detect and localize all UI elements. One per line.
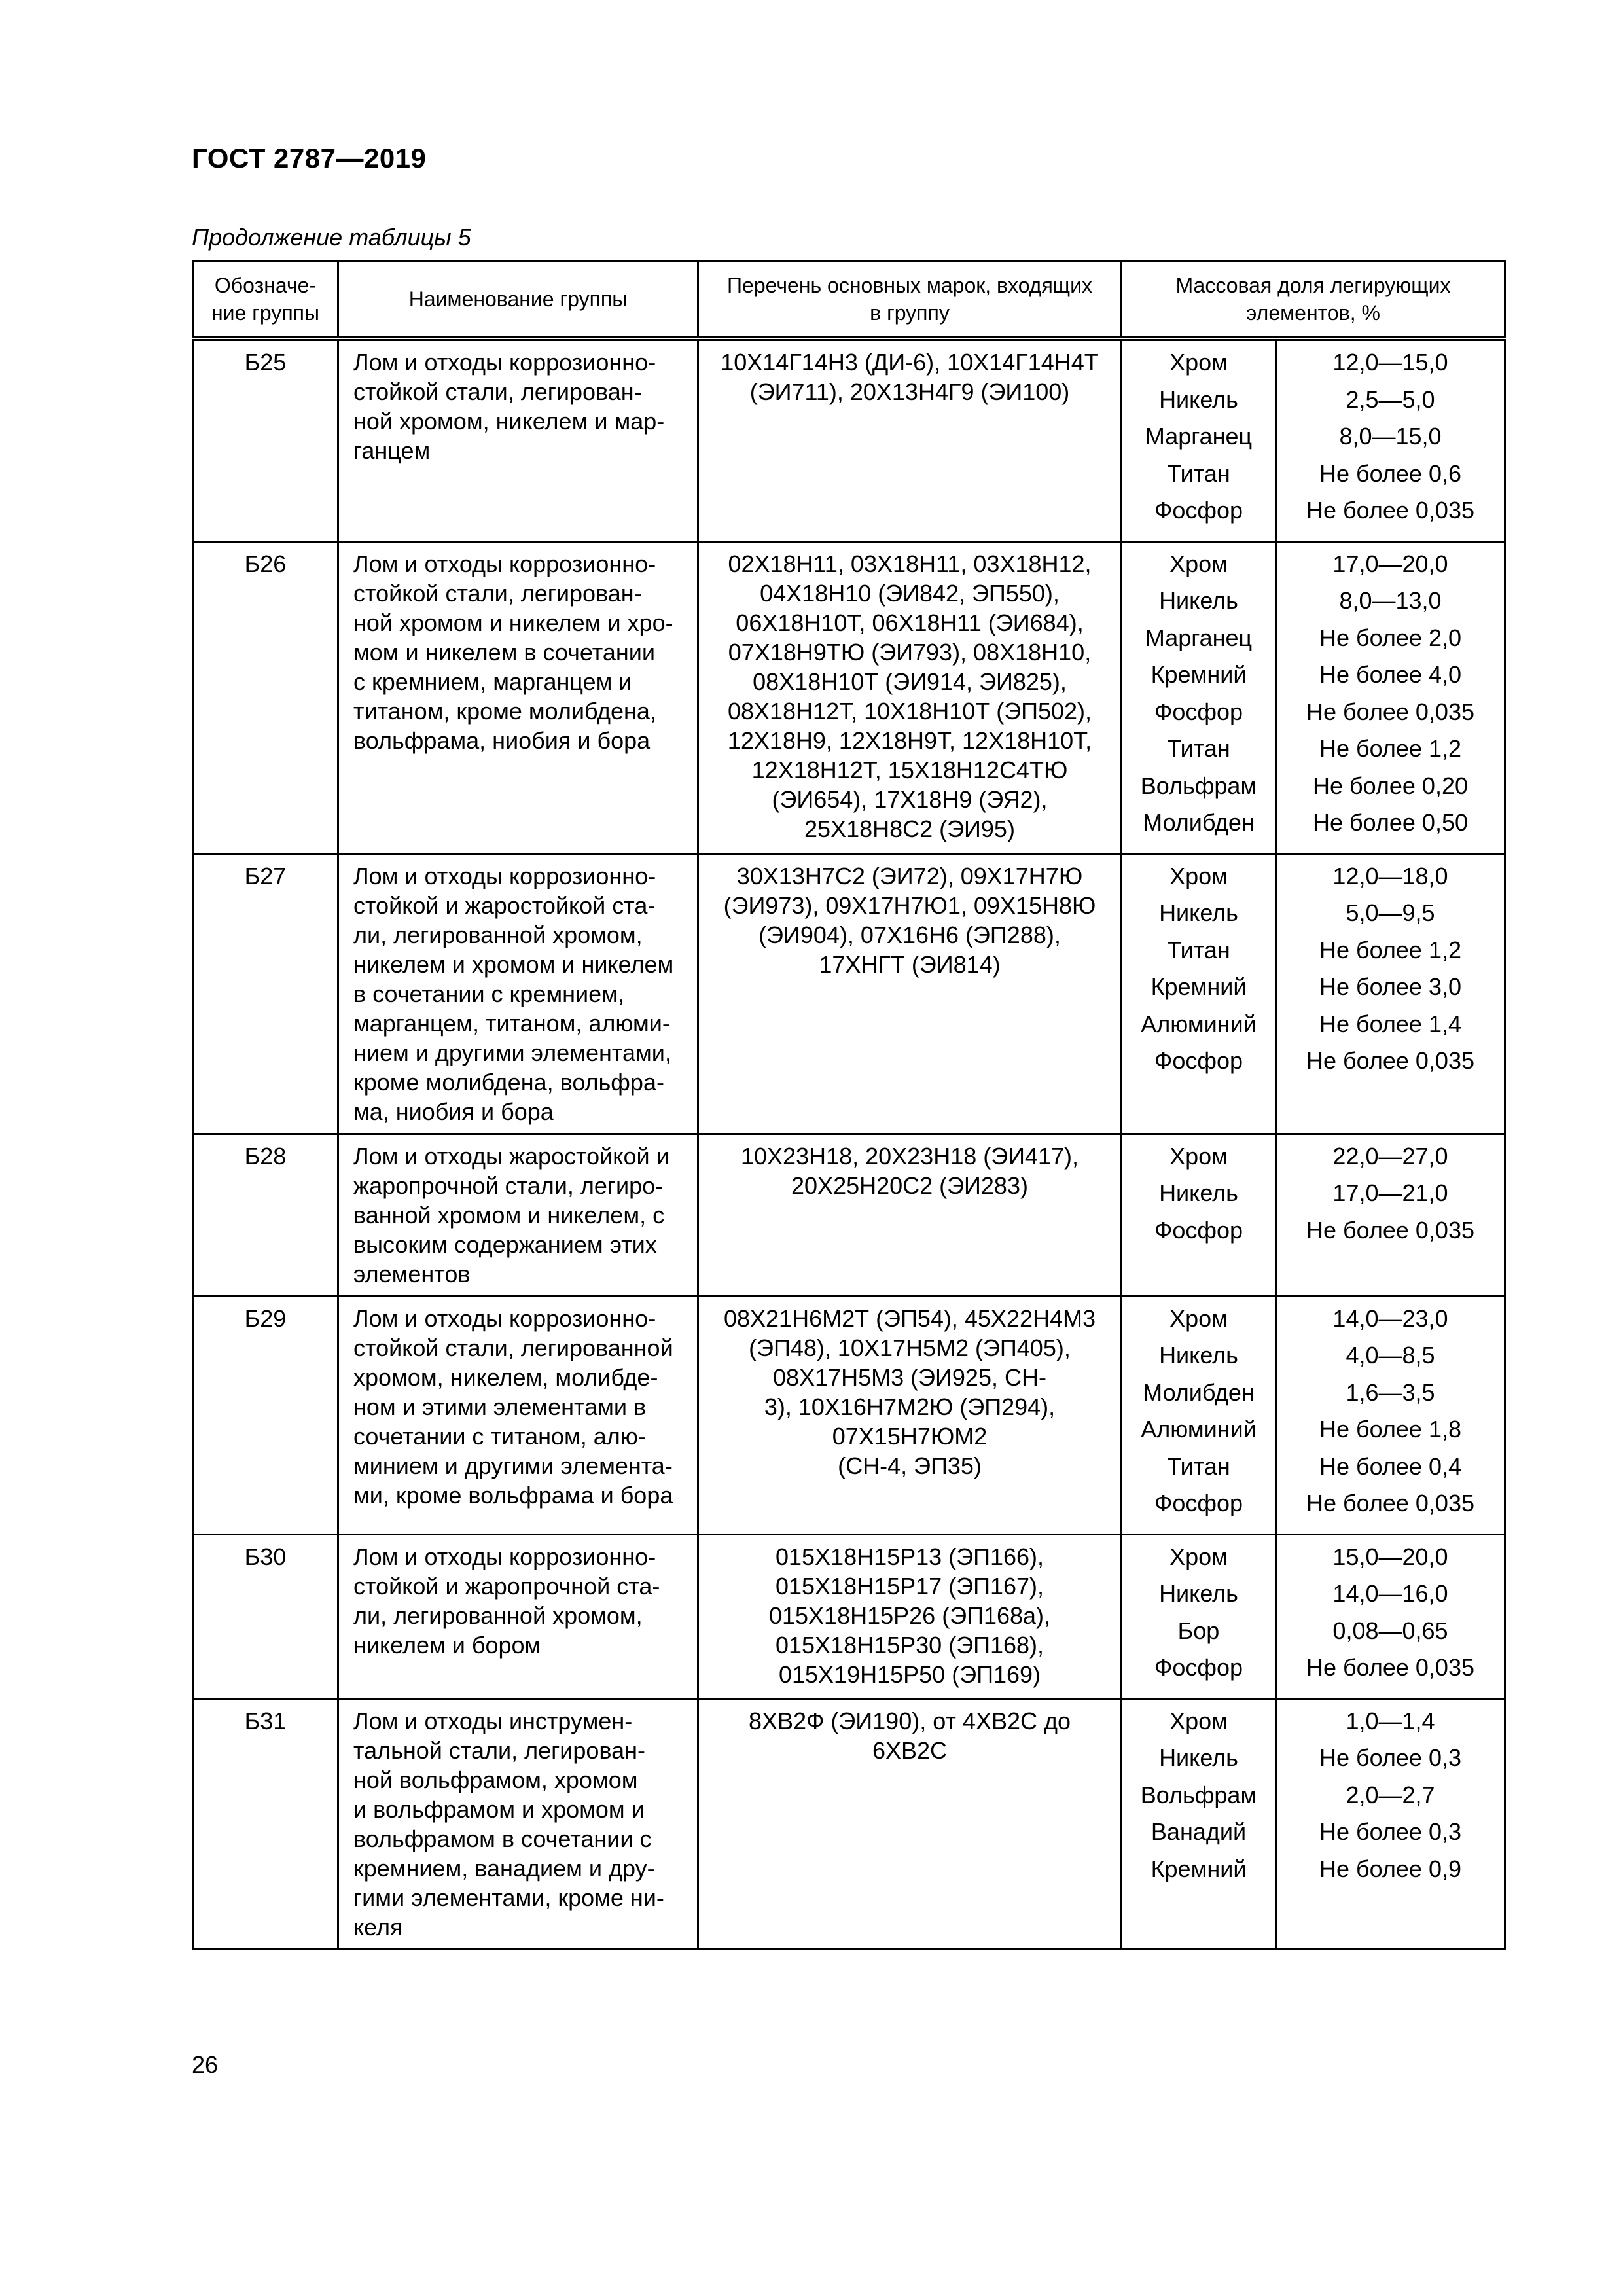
element-names-cell <box>1122 1296 1276 1534</box>
element-name: Никель <box>1159 587 1238 614</box>
group-name-line: тальной стали, легирован- <box>353 1736 646 1764</box>
element-name: Титан <box>1167 459 1230 487</box>
group-name-line: ванной хромом и никелем, с <box>353 1201 665 1229</box>
group-name-line: стойкой стали, легированной <box>353 1334 673 1361</box>
element-values-cell <box>1276 1134 1505 1296</box>
element-name: Никель <box>1159 1342 1238 1369</box>
header-group-code <box>193 262 338 339</box>
element-name: Фосфор <box>1154 1216 1243 1244</box>
group-name-line: мом и никелем в сочетании <box>353 638 655 666</box>
group-name-line: ганцем <box>353 437 431 464</box>
element-value: 1,6—3,5 <box>1346 1378 1435 1406</box>
group-name-cell <box>338 1296 698 1534</box>
group-name-line: Лом и отходы коррозионно- <box>353 1543 656 1570</box>
group-name-line: стойкой и жаростойкой ста- <box>353 891 656 919</box>
element-value: 17,0—21,0 <box>1332 1179 1448 1206</box>
element-name: Никель <box>1159 899 1238 926</box>
table-row <box>193 853 1505 1134</box>
element-names-cell <box>1122 541 1276 853</box>
element-value: Не более 2,0 <box>1319 624 1461 651</box>
alloy-groups-table <box>192 260 1506 1950</box>
header-group-name <box>338 262 698 339</box>
group-name-line: высоким содержанием этих <box>353 1230 657 1258</box>
group-name-line: Лом и отходы жаростойкой и <box>353 1142 669 1170</box>
element-names-cell <box>1122 1698 1276 1949</box>
element-value: Не более 0,9 <box>1319 1855 1461 1882</box>
grades-cell <box>698 1134 1122 1296</box>
element-name: Никель <box>1159 386 1238 413</box>
header-mass-fraction <box>1122 262 1505 339</box>
element-name: Титан <box>1167 735 1230 762</box>
element-value: 2,5—5,0 <box>1346 386 1435 413</box>
grades-cell <box>698 338 1122 541</box>
element-name: Хром <box>1169 550 1228 577</box>
group-code-cell <box>193 338 338 541</box>
element-names-cell <box>1122 1534 1276 1698</box>
page-number: 26 <box>192 2051 219 2078</box>
group-name-line: вольфрамом в сочетании с <box>353 1825 652 1852</box>
element-name: Хром <box>1169 1304 1228 1332</box>
table-row <box>193 1698 1505 1949</box>
element-name: Фосфор <box>1154 1654 1243 1681</box>
group-name-cell <box>338 338 698 541</box>
grades-cell <box>698 853 1122 1134</box>
element-values-cell <box>1276 541 1505 853</box>
element-value: Не более 1,8 <box>1319 1416 1461 1443</box>
group-code: Б25 <box>244 349 287 376</box>
group-name-cell <box>338 853 698 1134</box>
grade-list-line: 08Х21Н6М2Т (ЭП54), 45Х22Н4М3 <box>723 1304 1096 1332</box>
group-name-line: жаропрочной стали, легиро- <box>353 1172 664 1199</box>
grade-list-line: 08Х18Н12Т, 10Х18Н10Т (ЭП502), <box>727 697 1092 725</box>
element-values-cell <box>1276 1296 1505 1534</box>
group-name-line: элементов <box>353 1260 471 1287</box>
group-name-line: никелем и хромом и никелем <box>353 950 674 978</box>
grade-list-line: 015Х18Н15Р13 (ЭП166), <box>775 1543 1044 1570</box>
element-value: 14,0—23,0 <box>1332 1304 1448 1332</box>
grade-list-line: 06Х18Н10Т, 06Х18Н11 (ЭИ684), <box>736 609 1084 636</box>
group-code-cell <box>193 1134 338 1296</box>
element-value: Не более 0,50 <box>1313 809 1468 836</box>
group-name-line: ли, легированной хромом, <box>353 1602 643 1629</box>
element-name: Титан <box>1167 936 1230 963</box>
grade-list-line: 015Х18Н15Р17 (ЭП167), <box>775 1572 1044 1600</box>
element-value: Не более 0,035 <box>1306 1047 1474 1074</box>
group-name-line: Лом и отходы коррозионно- <box>353 862 656 889</box>
group-name-line: стойкой стали, легирован- <box>353 579 642 607</box>
grade-list-line: 08Х18Н10Т (ЭИ914, ЭИ825), <box>753 668 1067 695</box>
group-code: Б29 <box>244 1304 287 1332</box>
group-name-line: марганцем, титаном, алюми- <box>353 1009 670 1037</box>
element-value: 4,0—8,5 <box>1346 1342 1435 1369</box>
element-name: Алюминий <box>1141 1416 1257 1443</box>
group-name-cell <box>338 1534 698 1698</box>
element-name: Кремний <box>1150 973 1247 1000</box>
element-values-cell <box>1276 853 1505 1134</box>
element-value: Не более 1,4 <box>1319 1010 1461 1037</box>
grade-list-line: 12Х18Н12Т, 15Х18Н12С4ТЮ <box>751 756 1068 783</box>
group-name-line: ном и этими элементами в <box>353 1393 647 1420</box>
grade-list-line: 07Х15Н7ЮМ2 <box>832 1422 988 1450</box>
element-value: Не более 0,3 <box>1319 1744 1461 1771</box>
element-value: 22,0—27,0 <box>1332 1142 1448 1170</box>
grade-list-line: (СН-4, ЭП35) <box>838 1452 982 1479</box>
element-name: Кремний <box>1150 1855 1247 1882</box>
group-name-cell <box>338 1134 698 1296</box>
document-header: ГОСТ 2787—2019 <box>192 143 427 173</box>
element-value: 0,08—0,65 <box>1332 1617 1448 1644</box>
table-caption: Продолжение таблицы 5 <box>192 224 471 251</box>
grade-list-line: 04Х18Н10 (ЭИ842, ЭП550), <box>760 579 1060 607</box>
grade-list-line: 02Х18Н11, 03Х18Н11, 03Х18Н12, <box>728 550 1092 577</box>
element-name: Вольфрам <box>1140 772 1257 799</box>
element-name: Молибден <box>1143 1378 1255 1406</box>
element-value: Не более 0,035 <box>1306 1654 1474 1681</box>
grade-list-line: 10Х14Г14Н3 (ДИ-6), 10Х14Г14Н4Т <box>721 349 1099 376</box>
group-code: Б28 <box>244 1142 287 1170</box>
element-name: Фосфор <box>1154 497 1243 524</box>
element-value: 15,0—20,0 <box>1332 1543 1448 1570</box>
group-name-line: стойкой и жаропрочной ста- <box>353 1572 660 1600</box>
group-code-cell <box>193 1698 338 1949</box>
element-name: Бор <box>1177 1617 1220 1644</box>
group-code: Б31 <box>244 1707 287 1734</box>
element-name: Титан <box>1167 1452 1230 1480</box>
grade-list-line: (ЭИ904), 07Х16Н6 (ЭП288), <box>758 921 1061 948</box>
grade-list-line: 30Х13Н7С2 (ЭИ72), 09Х17Н7Ю <box>736 862 1083 889</box>
table-row <box>193 1296 1505 1534</box>
element-name: Хром <box>1169 1707 1228 1734</box>
group-name-line: вольфрама, ниобия и бора <box>353 726 651 754</box>
grade-list-line: 17ХНГТ (ЭИ814) <box>819 950 1001 978</box>
group-name-line: Лом и отходы коррозионно- <box>353 1304 656 1332</box>
group-name-line: Лом и отходы коррозионно- <box>353 550 656 577</box>
element-name: Хром <box>1169 862 1228 889</box>
group-name-line: и вольфрамом и хромом и <box>353 1795 645 1823</box>
header-text-line: Перечень основных марок, входящих <box>727 274 1092 297</box>
element-names-cell <box>1122 338 1276 541</box>
element-value: 5,0—9,5 <box>1346 899 1435 926</box>
group-name-line: никелем и бором <box>353 1631 541 1659</box>
header-text-line: Наименование группы <box>408 287 628 311</box>
group-name-cell <box>338 541 698 853</box>
element-name: Кремний <box>1150 661 1247 688</box>
group-code: Б27 <box>244 862 287 889</box>
header-text-line: Обозначе- <box>214 274 317 297</box>
grade-list-line: 12Х18Н9, 12Х18Н9Т, 12Х18Н10Т, <box>727 726 1092 754</box>
element-name: Молибден <box>1143 809 1255 836</box>
grade-list-line: (ЭИ973), 09Х17Н7Ю1, 09Х15Н8Ю <box>723 891 1096 919</box>
element-value: 17,0—20,0 <box>1332 550 1448 577</box>
element-value: 8,0—13,0 <box>1339 587 1442 614</box>
element-value: 2,0—2,7 <box>1346 1781 1435 1808</box>
element-value: Не более 4,0 <box>1319 661 1461 688</box>
element-name: Марганец <box>1145 423 1253 450</box>
table-row <box>193 541 1505 853</box>
element-value: Не более 0,6 <box>1319 459 1461 487</box>
element-name: Никель <box>1159 1580 1238 1607</box>
group-name-line: ма, ниобия и бора <box>353 1098 554 1125</box>
header-grades-list <box>698 262 1122 339</box>
group-code-cell <box>193 853 338 1134</box>
element-value: 14,0—16,0 <box>1332 1580 1448 1607</box>
grade-list-line: 10Х23Н18, 20Х23Н18 (ЭИ417), <box>740 1142 1079 1170</box>
element-value: Не более 0,035 <box>1306 698 1474 725</box>
group-name-line: ной вольфрамом, хромом <box>353 1766 638 1793</box>
group-code-cell <box>193 1534 338 1698</box>
grade-list-line: (ЭИ711), 20Х13Н4Г9 (ЭИ100) <box>749 378 1070 405</box>
element-names-cell <box>1122 853 1276 1134</box>
table-header-row <box>193 262 1505 339</box>
group-name-line: титаном, кроме молибдена, <box>353 697 656 725</box>
group-name-line: кремнием, ванадием и дру- <box>353 1854 655 1882</box>
element-name: Никель <box>1159 1744 1238 1771</box>
table-row <box>193 1134 1505 1296</box>
group-name-line: келя <box>353 1913 403 1941</box>
grade-list-line: 015Х18Н15Р26 (ЭП168а), <box>768 1602 1051 1629</box>
element-values-cell <box>1276 1534 1505 1698</box>
group-code-cell <box>193 541 338 853</box>
element-value: 12,0—18,0 <box>1332 862 1448 889</box>
element-name: Хром <box>1169 1142 1228 1170</box>
grade-list-line: 3), 10Х16Н7М2Ю (ЭП294), <box>764 1393 1056 1420</box>
group-name-line: с кремнием, марганцем и <box>353 668 632 695</box>
grades-cell <box>698 1534 1122 1698</box>
element-name: Фосфор <box>1154 1047 1243 1074</box>
element-value: Не более 0,035 <box>1306 1216 1474 1244</box>
header-text-line: ние группы <box>211 301 319 325</box>
group-name-line: кроме молибдена, вольфра- <box>353 1068 664 1096</box>
table-body <box>193 338 1505 1949</box>
group-name-line: стойкой стали, легирован- <box>353 378 642 405</box>
element-name: Алюминий <box>1141 1010 1257 1037</box>
group-name-line: ной хромом, никелем и мар- <box>353 408 665 435</box>
grades-cell <box>698 541 1122 853</box>
group-name-cell <box>338 1698 698 1949</box>
grade-list-line: 07Х18Н9ТЮ (ЭИ793), 08Х18Н10, <box>728 638 1092 666</box>
element-name: Ванадий <box>1150 1818 1247 1845</box>
group-name-line: Лом и отходы инструмен- <box>353 1707 633 1734</box>
grade-list-line: 015Х19Н15Р50 (ЭП169) <box>778 1660 1041 1688</box>
grades-cell <box>698 1698 1122 1949</box>
grade-list-line: 25Х18Н8С2 (ЭИ95) <box>804 815 1015 842</box>
element-value: Не более 0,3 <box>1319 1818 1461 1845</box>
element-value: Не более 0,4 <box>1319 1452 1461 1480</box>
group-name-line: Лом и отходы коррозионно- <box>353 349 656 376</box>
header-text-line: Массовая доля легирующих <box>1175 274 1451 297</box>
group-name-line: ной хромом и никелем и хро- <box>353 609 673 636</box>
grade-list-line: (ЭИ654), 17Х18Н9 (ЭЯ2), <box>772 785 1048 813</box>
element-name: Фосфор <box>1154 698 1243 725</box>
element-value: Не более 0,035 <box>1306 497 1474 524</box>
element-values-cell <box>1276 338 1505 541</box>
element-name: Фосфор <box>1154 1490 1243 1516</box>
grade-list-line: 015Х18Н15Р30 (ЭП168), <box>775 1631 1044 1659</box>
element-name: Вольфрам <box>1140 1781 1257 1808</box>
element-value: Не более 0,20 <box>1313 772 1468 799</box>
group-name-line: нием и другими элементами, <box>353 1039 671 1066</box>
element-value: 8,0—15,0 <box>1339 423 1442 450</box>
group-name-line: сочетании с титаном, алю- <box>353 1422 646 1450</box>
group-name-line: ми, кроме вольфрама и бора <box>353 1481 673 1509</box>
element-name: Марганец <box>1145 624 1253 651</box>
group-code: Б26 <box>244 550 287 577</box>
grade-list-line: (ЭП48), 10Х17Н5М2 (ЭП405), <box>749 1334 1071 1361</box>
group-name-line: в сочетании с кремнием, <box>353 980 624 1007</box>
element-value: Не более 0,035 <box>1306 1490 1474 1516</box>
element-value: Не более 1,2 <box>1319 735 1461 762</box>
element-name: Никель <box>1159 1179 1238 1206</box>
table-row <box>193 1534 1505 1698</box>
grade-list-line: 8ХВ2Ф (ЭИ190), от 4ХВ2С до <box>748 1707 1071 1734</box>
element-value: 12,0—15,0 <box>1332 349 1448 376</box>
element-name: Хром <box>1169 1543 1228 1570</box>
grade-list-line: 20Х25Н20С2 (ЭИ283) <box>791 1172 1028 1199</box>
element-value: Не более 1,2 <box>1319 936 1461 963</box>
element-value: Не более 3,0 <box>1319 973 1461 1000</box>
grade-list-line: 6ХВ2С <box>872 1736 948 1764</box>
table-row <box>193 338 1505 541</box>
grade-list-line: 08Х17Н5М3 (ЭИ925, СН- <box>773 1363 1046 1391</box>
element-value: 1,0—1,4 <box>1346 1707 1435 1734</box>
element-values-cell <box>1276 1698 1505 1949</box>
element-names-cell <box>1122 1134 1276 1296</box>
group-code-cell <box>193 1296 338 1534</box>
header-text-line: элементов, % <box>1246 301 1380 325</box>
group-name-line: хромом, никелем, молибде- <box>353 1363 658 1391</box>
group-name-line: минием и другими элемента- <box>353 1452 673 1479</box>
grades-cell <box>698 1296 1122 1534</box>
group-name-line: гими элементами, кроме ни- <box>353 1884 664 1911</box>
group-name-line: ли, легированной хромом, <box>353 921 643 948</box>
element-name: Хром <box>1169 349 1228 376</box>
group-code: Б30 <box>244 1543 287 1570</box>
header-text-line: в группу <box>870 301 950 325</box>
